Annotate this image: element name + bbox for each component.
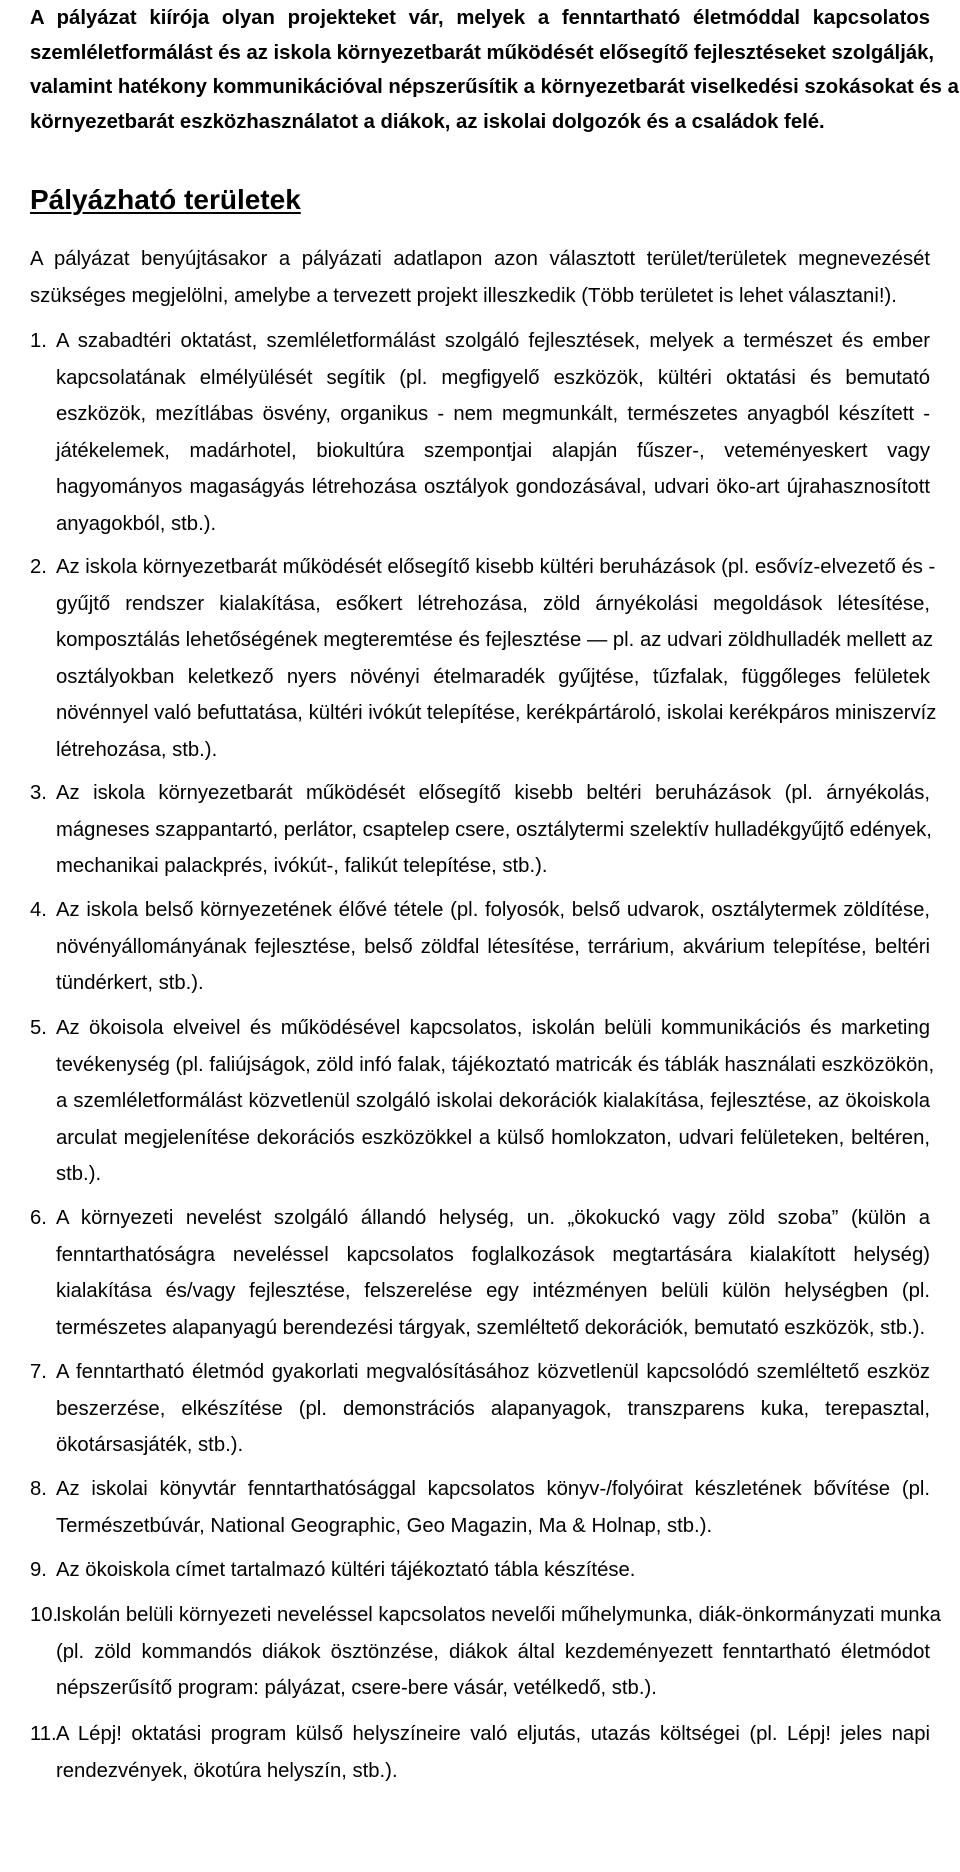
list-item-line: komposztálás lehetőségének megteremtése és fejlesztése — pl. az udvari zöldhulladék mellett az xyxy=(56,629,934,652)
list-item-line: Iskolán belüli környezeti neveléssel kapcsolatos nevelői műhelymunka, diák-önkormányzati munka xyxy=(56,1604,941,1626)
list-item-line: A Lépj! oktatási program külső helyszíneire való eljutás, utazás költségei (pl. Lépj! jeles napi xyxy=(56,1723,930,1745)
list-item-line: tevékenység (pl. faliújságok, zöld infó falak, tájékoztató matricák és táblák használati eszközökön, xyxy=(56,1053,935,1076)
intro-paragraph xyxy=(30,1,959,139)
list-item-line: ökotársasjáték, stb.). xyxy=(56,1434,244,1457)
list-item-line: kapcsolatának elmélyülését segítik (pl. megfigyelő eszközök, kültéri oktatási és bemutató xyxy=(56,366,930,389)
list-item-line: mágneses szappantartó, perlátor, csaptelep csere, osztálytermi szelektív hulladékgyűjtő edények, xyxy=(56,818,932,841)
list-item-number: 8. xyxy=(30,1478,47,1500)
intro-line: A pályázat kiírója olyan projekteket vár, melyek a fenntartható életmóddal kapcsolatos xyxy=(30,7,930,29)
list-item-line: Az ökoiskola címet tartalmazó kültéri tájékoztató tábla készítése. xyxy=(56,1559,636,1581)
list-item-text xyxy=(56,323,930,543)
list-item-line: A környezeti nevelést szolgáló állandó helység, un. „ökokuckó vagy zöld szoba” (külön a xyxy=(56,1207,930,1229)
list-item-line: stb.). xyxy=(56,1163,102,1186)
lead-line: A pályázat benyújtásakor a pályázati adatlapon azon választott terület/területek megnevezését xyxy=(30,248,930,270)
list-item-number: 9. xyxy=(30,1559,47,1581)
list-item-number: 3. xyxy=(30,782,47,804)
intro-line: környezetbarát eszközhasználatot a diákok, az iskolai dolgozók és a családok felé. xyxy=(30,110,825,133)
section-heading: Pályázható területek xyxy=(30,184,301,215)
list-item-line: hagyományos magaságyás létrehozása osztályok gondozásával, udvari öko-art újrahasznosított xyxy=(56,476,930,499)
intro-line: valamint hatékony kommunikációval népszerűsítik a környezetbarát viselkedési szokásokat és a xyxy=(30,76,959,98)
list-item-line: tündérkert, stb.). xyxy=(56,972,204,995)
list-item-number: 6. xyxy=(30,1207,47,1229)
list-item-number: 1. xyxy=(30,330,47,352)
list-item-line: fenntarthatóságra neveléssel kapcsolatos foglalkozások megtartására kialakított helység) xyxy=(56,1243,930,1266)
list-item-line: természetes alapanyagú berendezési tárgyak, szemléltető dekorációk, bemutató eszközök, stb.). xyxy=(56,1316,926,1339)
list-item-line: anyagokból, stb.). xyxy=(56,512,217,535)
list-item-line: játékelemek, madárhotel, biokultúra szempontjai alapján fűszer-, veteményeskert vagy xyxy=(56,439,930,462)
list-item-number: 11. xyxy=(30,1723,57,1745)
list-item-number: 5. xyxy=(30,1017,47,1039)
list-item-text xyxy=(56,1471,930,1544)
list-item-number: 4. xyxy=(30,899,47,921)
list-item-line: osztályokban keletkező nyers növényi ételmaradék gyűjtése, tűzfalak, függőleges felületek xyxy=(56,665,930,688)
list-item-line: Az iskola környezetbarát működését elősegítő kisebb beltéri beruházások (pl. árnyékolás, xyxy=(56,782,930,804)
list-item-line: Az iskola belső környezetének élővé tétele (pl. folyosók, belső udvarok, osztálytermek zöldítése, xyxy=(56,899,930,921)
list-item-text xyxy=(56,1552,930,1589)
list-item-line: növényállományának fejlesztése, belső zöldfal létesítése, terrárium, akvárium telepítése, beltéri xyxy=(56,935,930,958)
list-item-line: gyűjtő rendszer kialakítása, esőkert létrehozása, zöld árnyékolási megoldások létesítése, xyxy=(56,592,930,615)
list-item-line: Az ökoisola elveivel és működésével kapcsolatos, iskolán belüli kommunikációs és marketing xyxy=(56,1017,930,1039)
list-item-number: 10. xyxy=(30,1604,59,1626)
lead-paragraph xyxy=(30,241,930,314)
list-item-line: eszközök, mezítlábas ösvény, organikus - nem megmunkált, természetes anyagból készített - xyxy=(56,403,930,426)
list-item-line: (pl. zöld kommandós diákok ösztönzése, diákok által kezdeményezett fenntartható életmódot xyxy=(56,1640,930,1663)
list-item-line: Az iskola környezetbarát működését elősegítő kisebb kültéri beruházások (pl. esővíz-elvezető és - xyxy=(56,556,936,578)
list-item-line: a szemléletformálást közvetlenül szolgáló iskolai dekorációk kialakítása, fejlesztése, az ökoiskola xyxy=(56,1090,930,1113)
list-item-text xyxy=(56,892,930,1002)
list-item-text xyxy=(56,1597,941,1707)
list-item-line: Az iskolai könyvtár fenntarthatósággal kapcsolatos könyv-/folyóirat készletének bővítése (pl. xyxy=(56,1478,930,1500)
list-item-line: mechanikai palackprés, ivókút-, falikút telepítése, stb.). xyxy=(56,855,548,878)
list-item-line: arculat megjelenítése dekorációs eszközökkel a külső homlokzaton, udvari felületeken, beltéren, xyxy=(56,1126,930,1149)
list-item-number: 2. xyxy=(30,556,47,578)
list-item-text xyxy=(56,775,930,885)
lead-line: szükséges megjelölni, amelybe a tervezett projekt illeszkedik (Több területet is lehet választani!). xyxy=(30,284,897,307)
list-item-line: A fenntartható életmód gyakorlati megvalósításához közvetlenül kapcsolódó szemléltető eszköz xyxy=(56,1361,930,1383)
list-item-line: beszerzése, elkészítése (pl. demonstrációs alapanyagok, transzparens kuka, terepasztal, xyxy=(56,1397,930,1420)
list-item-line: népszerűsítő program: pályázat, csere-bere vásár, vetélkedő, stb.). xyxy=(56,1677,657,1700)
list-item-text xyxy=(56,549,937,769)
list-item-line: létrehozása, stb.). xyxy=(56,738,218,761)
list-item-line: rendezvények, ökotúra helyszín, stb.). xyxy=(56,1759,398,1782)
list-item-line: A szabadtéri oktatást, szemléletformálást szolgáló fejlesztések, melyek a természet és ember xyxy=(56,330,930,352)
intro-line: szemléletformálást és az iskola környezetbarát működését elősegítő fejlesztéseket szolgálják, xyxy=(30,41,935,64)
list-item-text xyxy=(56,1354,930,1464)
list-item-line: növénnyel való befuttatása, kültéri ivókút telepítése, kerékpártároló, iskolai kerékpáros miniszervíz xyxy=(56,702,937,725)
list-item-text xyxy=(56,1200,930,1346)
list-item-text xyxy=(56,1010,935,1193)
list-item-line: Természetbúvár, National Geographic, Geo Magazin, Ma & Holnap, stb.). xyxy=(56,1514,713,1537)
list-item-number: 7. xyxy=(30,1361,47,1383)
list-item-text xyxy=(56,1716,930,1789)
list-item-line: kialakítása és/vagy fejlesztése, felszerelése egy intézményen belüli külön helységben (pl. xyxy=(56,1280,930,1303)
